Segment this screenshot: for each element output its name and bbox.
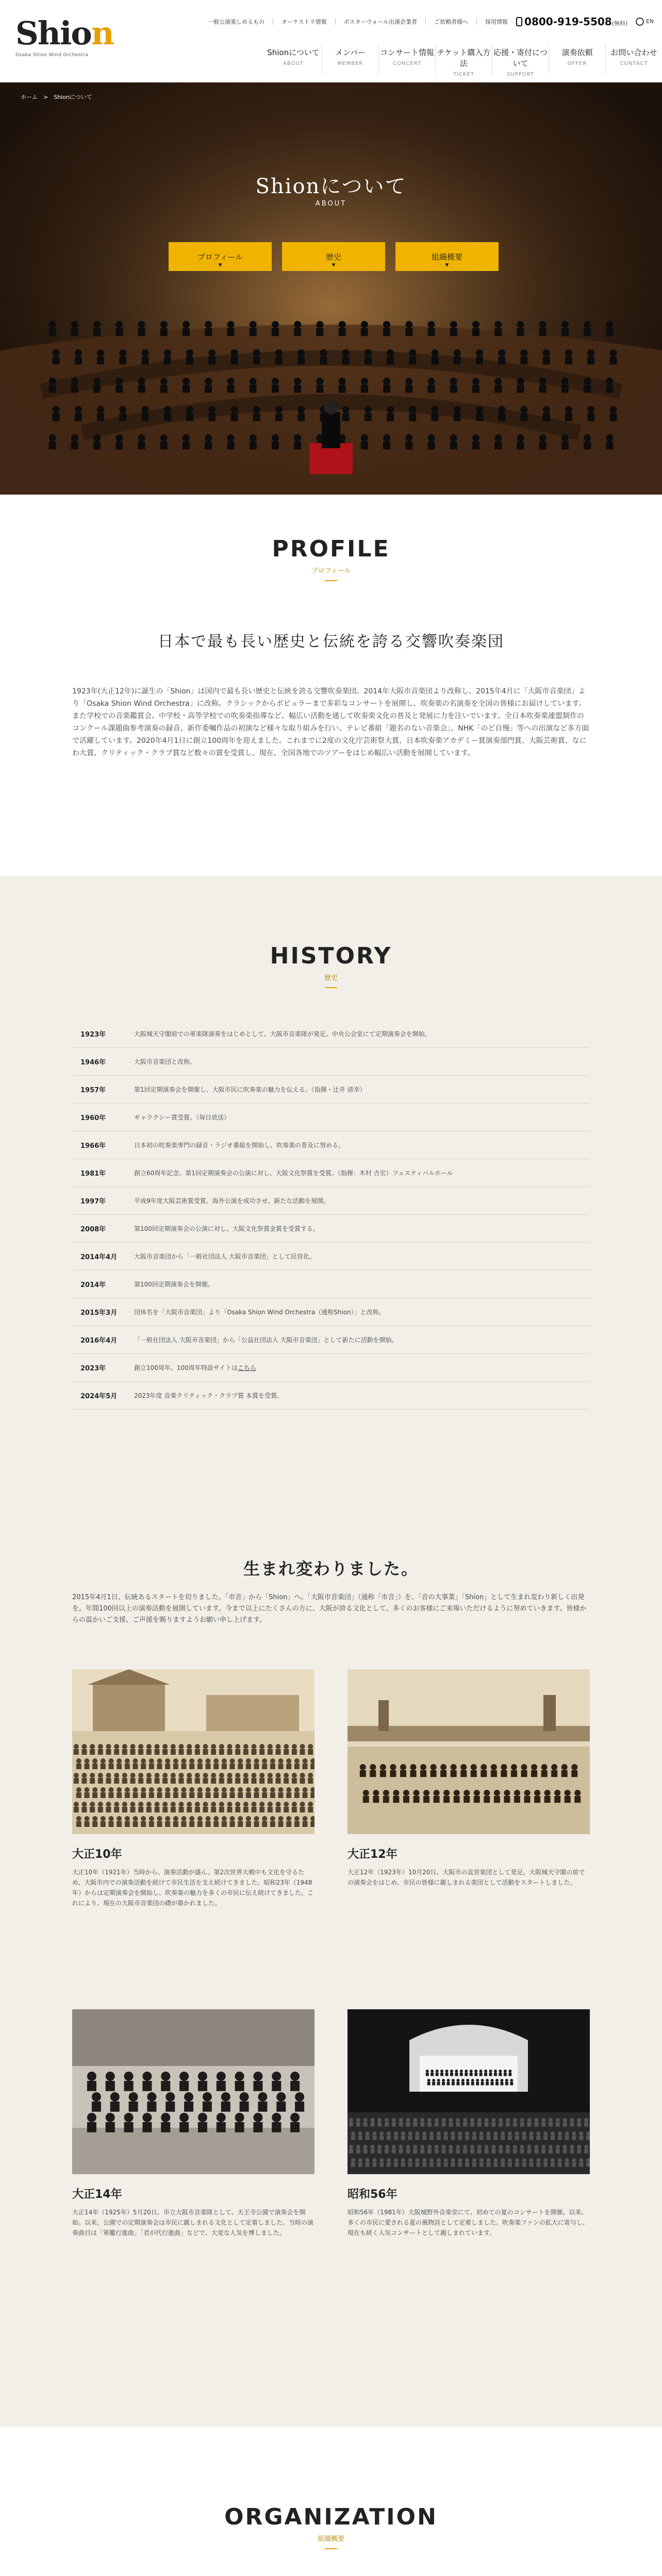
timeline-row: [72, 1020, 590, 1048]
timeline-row: [72, 1270, 590, 1298]
profile-heading: [0, 536, 662, 581]
page-title: Shionについて: [255, 175, 407, 198]
chevron-down-icon: ▼: [218, 263, 222, 268]
timeline-year: 2024年5月: [80, 1393, 118, 1400]
util-sep: [335, 19, 336, 25]
timeline-text: 第100回定期演奏会の公演に対し、大阪文化祭賞金賞を受賞する。: [134, 1225, 319, 1232]
nav-member[interactable]: [322, 44, 378, 75]
lang-switch[interactable]: [636, 18, 654, 26]
timeline-year: 1946年: [80, 1059, 106, 1066]
nav-label: メンバー: [335, 48, 366, 57]
section-subtitle: 歴史: [324, 974, 338, 982]
timeline-text: 「一般社団法人 大阪市音楽団」から「公益社団法人 大阪市音楽団」として新たに活動を開始。: [134, 1336, 398, 1344]
globe-icon: [636, 18, 644, 26]
timeline-year: 1957年: [80, 1087, 106, 1094]
timeline-year: 1981年: [80, 1170, 106, 1178]
logo-sub: Osaka Shion Wind Orchestra: [15, 53, 89, 58]
timeline-year: 1997年: [80, 1198, 106, 1206]
timeline-year: 2023年: [80, 1365, 106, 1372]
nav-label: 演奏依頼: [561, 48, 593, 57]
chevron-down-icon: ▼: [332, 263, 336, 268]
section-subtitle: プロフィール: [311, 567, 351, 575]
nav-sublabel: OFFER: [567, 61, 587, 66]
site-header: [0, 0, 662, 82]
section-title: HISTORY: [270, 943, 392, 969]
timeline-row: [72, 1354, 590, 1382]
profile-catchphrase: 日本で最も長い歴史と伝統を誇る交響吹奏楽団: [158, 633, 504, 651]
bw-group-image: [72, 2009, 315, 2174]
timeline-text: 2023年度 音楽クリティック・クラブ賞 本賞を受賞。: [134, 1392, 283, 1399]
nav-sublabel: ABOUT: [283, 61, 304, 66]
section-divider: [325, 2548, 337, 2549]
anchor-profile-button[interactable]: [169, 242, 272, 271]
timeline-year: 2014年: [80, 1281, 106, 1289]
util-sep: [476, 19, 477, 25]
nav-label: お問い合わせ: [610, 48, 657, 57]
timeline-row: [72, 1326, 590, 1354]
historic-photo-crowd: [72, 1669, 315, 1834]
timeline-text: [134, 1358, 590, 1378]
photo-caption-title: 昭和56年: [347, 2188, 398, 2201]
reborn-body: 2015年4月1日、伝統あるスタートを切りました。「市音」から「Shion」へ。「大阪市音楽団」（通称「市音」）を、「音の大事業」「Shion」として生まれ変わり新しく出発を。年間100回以上の演奏活動を展開しています。今まで以上にたくさんの方に、大阪が誇る文化として、多くのお客様にご来場いただけるように努めていきます。皆様からの温かいご支援、ご声援を賜りますようお願い申し上げます。: [72, 1594, 587, 1624]
reborn-title: 生まれ変わりました。: [243, 1559, 419, 1579]
util-sep: [425, 19, 426, 25]
util-link-0[interactable]: 一般公演楽しめるもの: [208, 19, 265, 25]
organization-heading: [0, 2504, 662, 2549]
nav-offer[interactable]: [549, 44, 605, 75]
nav-contact[interactable]: [605, 44, 662, 75]
breadcrumb[interactable]: ホーム > Shionについて: [21, 94, 92, 100]
timeline-year: 2008年: [80, 1226, 106, 1233]
timeline-link-prefix: 100周年特設サイトは: [176, 1364, 238, 1371]
nav-sublabel: CONCERT: [393, 61, 421, 66]
profile-body: 1923年(大正12年)に誕生の「Shion」は国内で最も長い歴史と伝統を誇る交響吹奏楽団。2014年大阪市音楽団より改称し、2015年4月に「大阪市音楽団」より「Osaka Shion Wind Orchestra」に改称。クラシックからポピュラーまで多彩なコンサートを展開し、吹奏楽の名演奏を全国の皆様にお届けしています。また学校での音楽鑑賞会、中学校・高等学校での吹奏楽指導など、幅広い活動を通して吹奏楽文化の普及と発展に力を注いでいます。全日本吹奏楽連盟制作のコンクール課題曲参考演奏の録音、新作委嘱作品の初演など様々な取り組みを行い、テレビ番組「題名のない音楽会」、NHK「のど自慢」等への出演など多方面で活躍しています。2020年4月1日に創立100周年を迎えました。これまでに2度の文化庁芸術祭大賞、日本吹奏楽アカデミー賞演奏部門賞、大阪芸術賞、なにわ大賞、クリティック・クラブ賞など数々の賞を受賞し、現在、全国各地でのツアーをはじめ幅広い活動を展開しています。: [72, 687, 589, 757]
timeline-text: 大阪市音楽団と改称。: [134, 1058, 196, 1065]
historic-photo-band-square: [347, 1669, 590, 1834]
timeline-year: 1960年: [80, 1114, 106, 1122]
history-heading: [0, 943, 662, 988]
section-title: ORGANIZATION: [224, 2504, 438, 2530]
timeline-row: [72, 1048, 590, 1076]
timeline-row: [72, 1076, 590, 1104]
nav-concert[interactable]: [378, 44, 435, 75]
tel-number: 0800-919-5508: [524, 15, 612, 28]
util-link-3[interactable]: ご依頼者様へ: [434, 19, 469, 25]
nav-sublabel: TICKET: [453, 72, 475, 77]
timeline-year: 1966年: [80, 1142, 106, 1150]
util-link-4[interactable]: 採用情報: [485, 19, 508, 25]
timeline-text: 平成9年度大阪芸術賞受賞。海外公演を成功させ、新たな活動を展開。: [134, 1197, 330, 1205]
timeline-text-main: 創立100周年。: [134, 1364, 177, 1371]
tel-link[interactable]: [516, 15, 627, 28]
historic-photo-group: [72, 2009, 315, 2174]
photo-caption-title: 大正14年: [72, 2188, 122, 2201]
photo-caption-title: 大正12年: [347, 1848, 398, 1861]
tel-suffix: (無料): [611, 20, 628, 27]
orchestra-hero-image: [0, 82, 662, 495]
anchor-history-button[interactable]: [282, 242, 385, 271]
nav-support[interactable]: [492, 44, 549, 75]
bw-night-concert-image: [347, 2009, 590, 2174]
utility-bar: [208, 12, 654, 31]
nav-sublabel: SUPPORT: [507, 72, 534, 77]
timeline-text: 大阪城天守閣前での軍楽隊演奏をはじめとして、大阪市音楽隊が発足。中央公会堂にて定期演奏会を開始。: [134, 1030, 431, 1038]
sepia-crowd-image: [72, 1669, 315, 1834]
section-divider: [325, 987, 337, 988]
button-label: 組織概要: [431, 252, 462, 262]
section-title: PROFILE: [272, 536, 390, 562]
timeline-year: 2016年4月: [80, 1337, 118, 1345]
photo-caption-body: 大正14年（1925年）5月20日、市立大阪市音楽隊として、天王寺公園で演奏会を開始。以来、公園での定期演奏会は市民に親しまれる文化として定着しました。当時の演奏曲目は「軍艦行進曲」「君が代行進曲」などで、大変な人気を博しました。: [72, 2209, 314, 2236]
button-label: プロフィール: [197, 252, 243, 262]
profile-section: [0, 536, 662, 855]
photo-caption-body: 大正12年（1923年）10月20日、大阪市の直営楽団として発足。大阪城天守閣の前での演奏会をはじめ、市民の皆様に親しまれる楽団として活動をスタートしました。: [347, 1869, 585, 1886]
chevron-down-icon: ▼: [445, 263, 449, 268]
site-logo[interactable]: [15, 14, 113, 72]
nav-label: Shionについて: [267, 48, 320, 57]
timeline-text: 創立60周年記念、第1回定期演奏会の公演に対し、大阪文化祭賞を受賞。（指揮：木村 吉宏）フェスティバルホール: [134, 1169, 453, 1177]
timeline-text: 団体名を「大阪市音楽団」より「Osaka Shion Wind Orchestra（通称Shion）」と改称。: [134, 1308, 385, 1316]
timeline-row: [72, 1382, 590, 1410]
util-link-1[interactable]: オーケストラ情報: [282, 19, 327, 25]
photo-caption-title: 大正10年: [72, 1848, 122, 1861]
phone-icon: [516, 17, 522, 26]
nav-label: チケット購入方法: [437, 48, 491, 68]
util-link-2[interactable]: ポスターウォール出演企業者: [343, 19, 418, 25]
timeline-text: ギャラクシー賞受賞。（毎日放送）: [134, 1113, 230, 1121]
anniversary-site-link[interactable]: こちら: [237, 1364, 256, 1371]
timeline-row: [72, 1159, 590, 1187]
historic-photo-night-concert: [347, 2009, 590, 2174]
nav-label: 応援・寄付について: [493, 48, 548, 68]
hero-section: [0, 82, 662, 495]
timeline-row: [72, 1243, 590, 1270]
timeline-row: [72, 1215, 590, 1243]
anchor-buttons: [169, 242, 499, 271]
nav-ticket[interactable]: [435, 44, 492, 75]
nav-about[interactable]: [265, 44, 322, 75]
timeline-text: 日本初の吹奏楽専門の録音・ラジオ番組を開始し、吹奏楽の普及に努める。: [134, 1141, 345, 1149]
timeline-row: [72, 1187, 590, 1215]
timeline-row: [72, 1298, 590, 1326]
nav-label: コンサート情報: [379, 48, 434, 57]
page-subtitle: ABOUT: [315, 200, 347, 208]
timeline-text: 第100回定期演奏会を開催。: [134, 1280, 214, 1288]
section-subtitle: 組織概要: [317, 2535, 344, 2543]
timeline-text: 第1回定期演奏会を開催し、大阪市民に吹奏楽の魅力を伝える。（指揮・辻井 清幸）: [134, 1086, 366, 1093]
timeline-year: 2015年3月: [80, 1309, 118, 1317]
timeline-text: 大阪市音楽団から「一般社団法人 大阪市音楽団」として民営化。: [134, 1252, 316, 1260]
timeline-row: [72, 1131, 590, 1159]
nav-sublabel: MEMBER: [337, 61, 363, 66]
photo-caption-body: 昭和56年（1981年）大阪城野外音楽堂にて、初めての夏のコンサートを開催。以来、多くの市民に愛される夏の風物詩として定着しました。吹奏楽ファンの拡大に寄与し、現在も続く人気コンサートとして親しまれています。: [347, 2209, 589, 2236]
global-nav: [265, 44, 662, 75]
logo-text: Shio: [15, 14, 91, 52]
photo-caption-body: 大正10年（1921年）当時から、演奏活動が盛ん。第2次世界大戦中も文化を守るため、大阪市内での演奏活動を続けて市民生活を支え続けてきました。昭和23年（1948年）からは定期演奏会を開始し、吹奏楽の魅力を多くの市民に伝え続けてきました。これにより、現在の大阪市音楽団の礎が築かれました。: [72, 1869, 314, 1907]
section-divider: [325, 580, 337, 581]
anchor-organization-button[interactable]: [395, 242, 499, 271]
timeline-row: [72, 1104, 590, 1131]
history-timeline: [72, 1020, 590, 1410]
sepia-band-image: [347, 1669, 590, 1834]
logo-accent: n: [91, 14, 113, 52]
timeline-year: 2014年4月: [80, 1253, 118, 1261]
nav-sublabel: CONTACT: [620, 61, 648, 66]
button-label: 歴史: [325, 252, 341, 262]
lang-label: EN: [646, 18, 654, 25]
timeline-year: 1923年: [80, 1031, 106, 1039]
